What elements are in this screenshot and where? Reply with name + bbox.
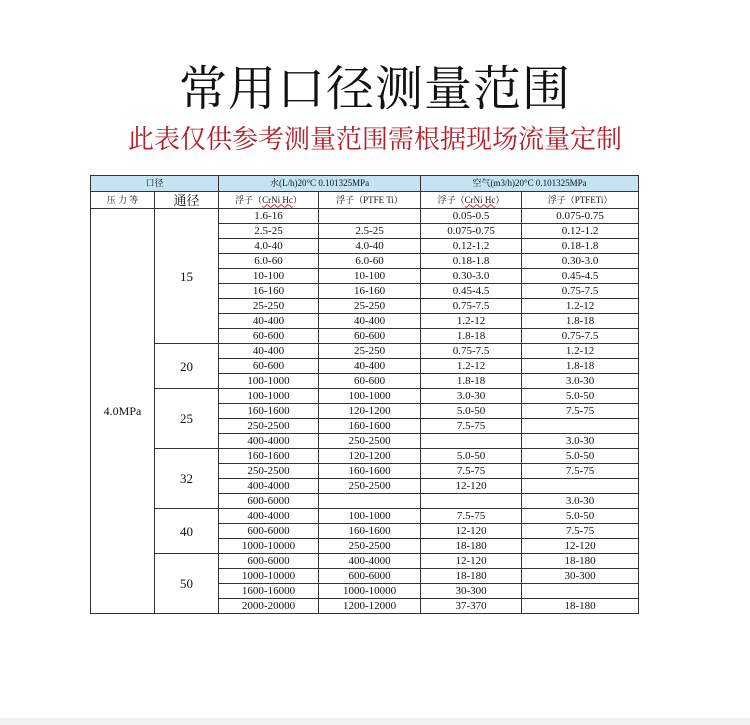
value-cell: 18-180: [522, 554, 639, 569]
value-cell: 100-1000: [319, 389, 421, 404]
value-cell: 5.0-50: [421, 404, 522, 419]
value-cell: 12-120: [421, 554, 522, 569]
value-cell: 1000-10000: [319, 584, 421, 599]
table-row: [91, 389, 639, 404]
value-cell: 0.18-1.8: [522, 239, 639, 254]
value-cell: 40-400: [219, 344, 319, 359]
header-text: CrNi Hc: [262, 194, 293, 205]
value-cell: 120-1200: [319, 449, 421, 464]
value-cell: 1000-10000: [219, 569, 319, 584]
value-cell: 1.8-18: [522, 314, 639, 329]
value-cell: 18-180: [522, 599, 639, 614]
table-row: [91, 344, 639, 359]
value-cell: 600-6000: [219, 524, 319, 539]
value-cell: 0.30-3.0: [522, 254, 639, 269]
value-cell: 1200-12000: [319, 599, 421, 614]
value-cell: 100-1000: [219, 389, 319, 404]
value-cell: 12-120: [421, 524, 522, 539]
value-cell: 0.75-7.5: [421, 299, 522, 314]
value-cell: 18-180: [421, 569, 522, 584]
value-cell: 400-4000: [219, 434, 319, 449]
value-cell: 7.5-75: [421, 419, 522, 434]
value-cell: 160-1600: [319, 464, 421, 479]
flow-range-table: [90, 175, 639, 614]
bore-cell: 40: [155, 509, 219, 554]
value-cell: 30-300: [522, 569, 639, 584]
header-text: 浮子（: [437, 194, 465, 205]
table-row: [91, 509, 639, 524]
value-cell: 3.0-30: [522, 494, 639, 509]
value-cell: 250-2500: [219, 464, 319, 479]
bore-cell: 25: [155, 389, 219, 449]
value-cell: 250-2500: [319, 434, 421, 449]
value-cell: 0.30-3.0: [421, 269, 522, 284]
value-cell: 250-2500: [319, 479, 421, 494]
bottom-divider: [0, 718, 750, 725]
value-cell: 1600-16000: [219, 584, 319, 599]
value-cell: 1.8-18: [421, 329, 522, 344]
value-cell: 1000-10000: [219, 539, 319, 554]
value-cell: 30-300: [421, 584, 522, 599]
value-cell: 4.0-40: [319, 239, 421, 254]
value-cell: 7.5-75: [522, 404, 639, 419]
header-text: 浮子（: [235, 194, 263, 205]
value-cell: 10-100: [319, 269, 421, 284]
value-cell: 25-250: [219, 299, 319, 314]
header-pressure: 压 力 等: [91, 192, 155, 209]
value-cell: 5.0-50: [522, 389, 639, 404]
header-text: ）: [292, 194, 302, 205]
header-water-float-metal: [219, 192, 319, 209]
value-cell: 16-160: [319, 284, 421, 299]
table-row: [91, 209, 639, 224]
value-cell: 0.45-4.5: [421, 284, 522, 299]
value-cell: 37-370: [421, 599, 522, 614]
value-cell: 0.75-7.5: [522, 329, 639, 344]
value-cell: 18-180: [421, 539, 522, 554]
value-cell: 600-6000: [219, 494, 319, 509]
value-cell: 12-120: [421, 479, 522, 494]
value-cell: 40-400: [219, 314, 319, 329]
value-cell: 0.45-4.5: [522, 269, 639, 284]
header-text: CrNi Hc: [464, 194, 496, 205]
value-cell: [319, 494, 421, 509]
header-water: 水(L/h)20°C 0.101325MPa: [219, 176, 421, 192]
value-cell: 160-1600: [319, 419, 421, 434]
header-row-2: [91, 192, 639, 209]
header-water-float-ptfe: 浮子（PTFE Ti）: [319, 192, 421, 209]
value-cell: 0.05-0.5: [421, 209, 522, 224]
value-cell: 100-1000: [219, 374, 319, 389]
value-cell: 0.75-7.5: [421, 344, 522, 359]
value-cell: 0.075-0.75: [522, 209, 639, 224]
value-cell: 5.0-50: [522, 509, 639, 524]
value-cell: 6.0-60: [319, 254, 421, 269]
value-cell: 4.0-40: [219, 239, 319, 254]
value-cell: 1.2-12: [421, 359, 522, 374]
value-cell: [522, 419, 639, 434]
value-cell: 25-250: [319, 299, 421, 314]
value-cell: 3.0-30: [421, 389, 522, 404]
value-cell: 1.8-18: [421, 374, 522, 389]
value-cell: 1.6-16: [219, 209, 319, 224]
value-cell: 400-4000: [319, 554, 421, 569]
header-caliber: 口径: [91, 176, 219, 192]
value-cell: 160-1600: [219, 404, 319, 419]
value-cell: 600-6000: [219, 554, 319, 569]
value-cell: 3.0-30: [522, 374, 639, 389]
value-cell: 7.5-75: [522, 464, 639, 479]
value-cell: [522, 479, 639, 494]
value-cell: 25-250: [319, 344, 421, 359]
value-cell: 60-600: [319, 329, 421, 344]
value-cell: 60-600: [219, 329, 319, 344]
header-text: ）: [495, 194, 505, 205]
value-cell: 5.0-50: [522, 449, 639, 464]
value-cell: 1.8-18: [522, 359, 639, 374]
header-row-1: [91, 176, 639, 192]
value-cell: 5.0-50: [421, 449, 522, 464]
bore-cell: 32: [155, 449, 219, 509]
table-row: [91, 449, 639, 464]
value-cell: 2.5-25: [319, 224, 421, 239]
value-cell: 0.12-1.2: [522, 224, 639, 239]
header-bore: 通径: [155, 192, 219, 209]
pressure-cell: 4.0MPa: [91, 209, 155, 614]
value-cell: [421, 494, 522, 509]
value-cell: [522, 584, 639, 599]
value-cell: [319, 209, 421, 224]
value-cell: 7.5-75: [522, 524, 639, 539]
value-cell: 3.0-30: [522, 434, 639, 449]
value-cell: 1.2-12: [522, 344, 639, 359]
header-air: 空气(m3/h)20°C 0.101325MPa: [421, 176, 639, 192]
value-cell: 16-160: [219, 284, 319, 299]
value-cell: 2000-20000: [219, 599, 319, 614]
value-cell: 1.2-12: [522, 299, 639, 314]
value-cell: 400-4000: [219, 479, 319, 494]
value-cell: 60-600: [219, 359, 319, 374]
value-cell: 7.5-75: [421, 509, 522, 524]
page-subtitle: 此表仅供参考测量范围需根据现场流量定制: [127, 125, 622, 155]
value-cell: 7.5-75: [421, 464, 522, 479]
header-air-float-ptfe: 浮子（PTFETi）: [522, 192, 639, 209]
value-cell: 6.0-60: [219, 254, 319, 269]
header-air-float-metal: [421, 192, 522, 209]
value-cell: 120-1200: [319, 404, 421, 419]
page-title: 常用口径测量范围: [178, 61, 571, 117]
value-cell: 250-2500: [219, 419, 319, 434]
value-cell: 0.75-7.5: [522, 284, 639, 299]
bore-cell: 20: [155, 344, 219, 389]
value-cell: 12-120: [522, 539, 639, 554]
value-cell: 600-6000: [319, 569, 421, 584]
value-cell: [421, 434, 522, 449]
value-cell: 1.2-12: [421, 314, 522, 329]
value-cell: 250-2500: [319, 539, 421, 554]
value-cell: 40-400: [319, 314, 421, 329]
value-cell: 160-1600: [319, 524, 421, 539]
bore-cell: 15: [155, 209, 219, 344]
value-cell: 0.075-0.75: [421, 224, 522, 239]
table-row: [91, 554, 639, 569]
value-cell: 60-600: [319, 374, 421, 389]
value-cell: 0.12-1.2: [421, 239, 522, 254]
value-cell: 0.18-1.8: [421, 254, 522, 269]
value-cell: 2.5-25: [219, 224, 319, 239]
value-cell: 40-400: [319, 359, 421, 374]
bore-cell: 50: [155, 554, 219, 614]
value-cell: 100-1000: [319, 509, 421, 524]
value-cell: 10-100: [219, 269, 319, 284]
value-cell: 160-1600: [219, 449, 319, 464]
value-cell: 400-4000: [219, 509, 319, 524]
